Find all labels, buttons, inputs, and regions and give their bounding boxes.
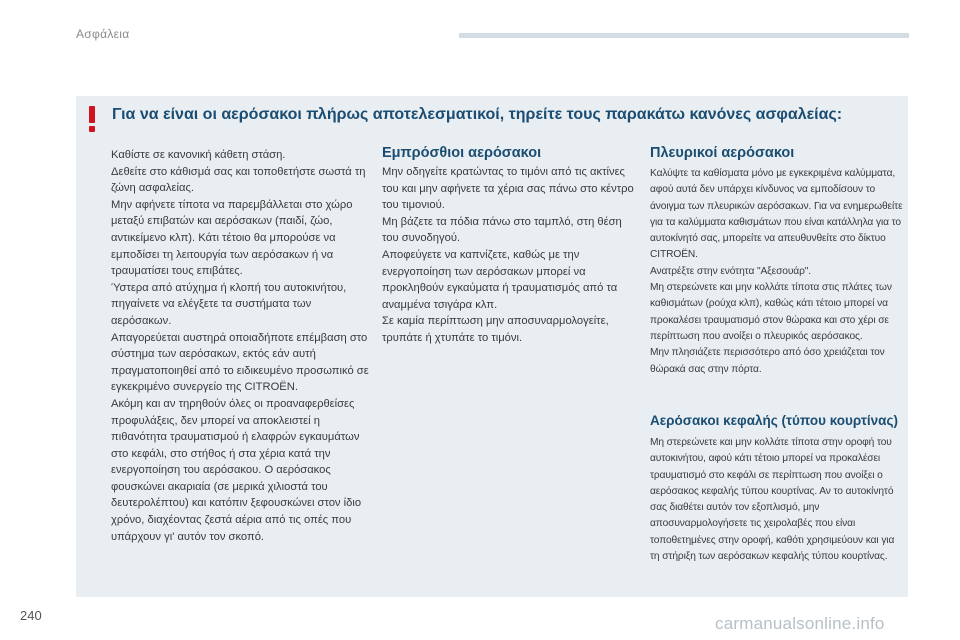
general-rules-column <box>111 147 371 545</box>
side-paragraph: Καλύψτε τα καθίσματα μόνο με εγκεκριμένα καλύμματα, αφού αυτά δεν υπάρχει κίνδυνος να εμποδίσουν το άνοιγμα των πλευρικών αερόσακων. Για να ενημερωθείτε για τα καλύμματα καθισμάτων που είναι κατάλληλα για το αυτοκίνητό σας, μπορείτε να απευθυνθείτε στο δίκτυο CITROËN. <box>650 168 903 261</box>
front-paragraph: Μην οδηγείτε κρατώντας το τιμόνι από τις ακτίνες του και μην αφήνετε τα χέρια σας πάνω στο κέντρο του τιμονιού. <box>382 166 634 212</box>
rule-paragraph: Καθίστε σε κανονική κάθετη στάση. <box>111 149 286 161</box>
rule-paragraph: Μην αφήνετε τίποτα να παρεμβάλλεται στο χώρο μεταξύ επιβατών και αερόσακων (παιδί, ζώο, αντικείμενο κλπ). Κάτι τέτοιο θα μπορούσε να εμποδίσει τη λειτουργία των αερόσακων ή να τραυματίσει τους επιβάτες. <box>111 198 353 278</box>
watermark: carmanualsonline.info <box>715 614 885 633</box>
front-paragraph: Μη βάζετε τα πόδια πάνω στο ταμπλό, στη θέση του συνοδηγού. <box>382 215 622 245</box>
curtain-paragraph: Μη στερεώνετε και μην κολλάτε τίποτα στην οροφή του αυτοκινήτου, αφού κάτι τέτοιο μπορεί να προκαλέσει τραυματισμό στο κεφάλι σε περίπτωση που ανοίξει ο αερόσακος κεφαλής τύπου κουρτίνας. Αν το αυτοκίνητό σας διαθέτει αυτόν τον εξοπλισμό, μην αποσυναρμολογήσετε τις χειρολαβές που είναι τοποθετημένες στην οροφή, καθότι χρησιμεύουν και για τη στήριξη των αερόσακων κεφαλής τύπου κουρτίνας. <box>650 437 895 563</box>
front-paragraph: Αποφεύγετε να καπνίζετε, καθώς με την ενεργοποίηση των αερόσακων μπορεί να προκληθούν εγκαύματα ή τραυματισμός από τα αναμμένα τσιγάρα κλπ. <box>382 248 618 311</box>
rule-paragraph: Ύστερα από ατύχημα ή κλοπή του αυτοκινήτου, πηγαίνετε να ελέγξετε τα συστήματα των αερόσακων. <box>111 281 347 327</box>
exclamation-warning-icon <box>86 106 98 132</box>
front-airbags-heading: Εμπρόσθιοι αερόσακοι <box>382 145 542 161</box>
rule-paragraph: Ακόμη και αν τηρηθούν όλες οι προαναφερθείσες προφυλάξεις, δεν μπορεί να αποκλειστεί η πιθανότητα τραυματισμού ή ελαφρών εγκαυμάτων στο κεφάλι, στο στήθος ή στα χέρια κατά την ενεργοποίηση του αερόσακου. Ο αερόσακος φουσκώνει ακαριαία (σε μερικά χιλιοστά του δευτερολέπτου) και κατόπιν ξεφουσκώνει στον ίδιο χρόνο, διαχέοντας ζεστά αέρια από τις οπές που υπάρχουν γι' αυτόν τον σκοπό. <box>111 397 362 543</box>
curtain-airbags-column <box>650 435 906 565</box>
header-rule <box>459 33 909 38</box>
side-paragraph: Ανατρέξτε στην ενότητα "Αξεσουάρ". <box>650 265 812 277</box>
side-paragraph: Μην πλησιάζετε περισσότερο από όσο χρειάζεται τον θώρακά σας στην πόρτα. <box>650 347 885 375</box>
side-paragraph: Μη στερεώνετε και μην κολλάτε τίποτα στις πλάτες των καθισμάτων (ρούχα κλπ), καθώς κάτι τέτοιο μπορεί να προκαλέσει τραυματισμό στον θώρακα και στο χέρι σε περίπτωση που ανοίξει ο πλευρικός αερόσακος. <box>650 282 892 342</box>
rule-paragraph: Απαγορεύεται αυστηρά οποιαδήποτε επέμβαση στο σύστημα των αερόσακων, εκτός εάν αυτή πραγματοποιηθεί από το ειδικευμένο προσωπικό σε εγκεκριμένο συνεργείο της CITROËN. <box>111 331 369 394</box>
panel-title: Για να είναι οι αερόσακοι πλήρως αποτελεσματικοί, τηρείτε τους παρακάτω κανόνες ασφαλείας: <box>112 106 843 123</box>
side-airbags-column <box>650 166 906 378</box>
side-airbags-heading: Πλευρικοί αερόσακοι <box>650 145 795 161</box>
curtain-airbags-heading: Αερόσακοι κεφαλής (τύπου κουρτίνας) <box>650 413 898 428</box>
page-number: 240 <box>20 608 42 623</box>
front-airbags-column <box>382 164 634 347</box>
rule-paragraph: Δεθείτε στο κάθισμά σας και τοποθετήστε σωστά τη ζώνη ασφαλείας. <box>111 165 366 195</box>
section-label: Ασφάλεια <box>76 27 130 41</box>
front-paragraph: Σε καμία περίπτωση μην αποσυναρμολογείτε, τρυπάτε ή χτυπάτε το τιμόνι. <box>382 315 609 344</box>
